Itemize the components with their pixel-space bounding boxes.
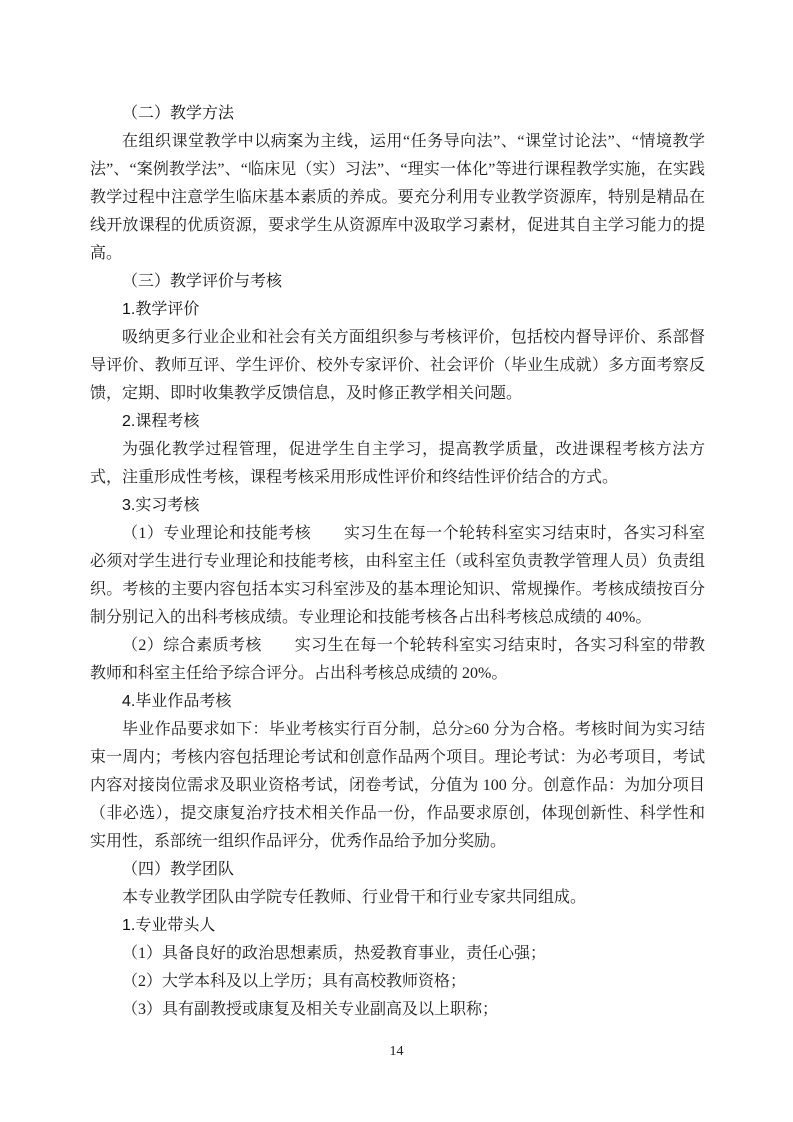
subsection-heading-intern-assess: 3.实习考核 [122, 497, 200, 514]
section-heading-teaching-methods: （二）教学方法 [122, 105, 235, 122]
body-paragraph: （1）专业理论和技能考核 实习生在每一个轮转科室实习结束时，各实习科室必须对学生进行专业理论和技能考核，由科室主任（或科室负责教学管理人员）负责组织。考核的主要内容包括本实习科室涉及的基本理论知识、常规操作。考核成绩按百分制分别记入的出科考核成绩。专业理论和技能考核各占出科考核总成绩的 40%。 [90, 525, 705, 626]
body-paragraph: 吸纳更多行业企业和社会有关方面组织参与考核评价，包括校内督导评价、系部督导评价、教师互评、学生评价、校外专家评价、社会评价（毕业生成就）多方面考察反馈，定期、即时收集教学反馈信息，及时修正教学相关问题。 [90, 329, 705, 402]
body-paragraph: 在组织课堂教学中以病案为主线，运用“任务导向法”、“课堂讨论法”、“情境教学法”、“案例教学法”、“临床见（实）习法”、“理实一体化”等进行课程教学实施，在实践教学过程中注意学生临床基本素质的养成。要充分利用专业教学资源库，特别是精品在线开放课程的优质资源，要求学生从资源库中汲取学习素材，促进其自主学习能力的提高。 [90, 133, 705, 262]
subsection-heading-grad-work: 4.毕业作品考核 [122, 693, 232, 710]
page-number: 14 [389, 1044, 404, 1059]
list-item: （3）具有副教授或康复及相关专业副高及以上职称； [122, 1001, 499, 1018]
body-paragraph: 为强化教学过程管理，促进学生自主学习，提高教学质量，改进课程考核方法方式，注重形成性考核，课程考核采用形成性评价和终结性评价结合的方式。 [90, 441, 705, 486]
subsection-heading-program-leader: 1.专业带头人 [122, 917, 216, 934]
body-paragraph: （2）综合素质考核 实习生在每一个轮转科室实习结束时，各实习科室的带教教师和科室主任给予综合评分。占出科考核总成绩的 20%。 [90, 637, 705, 682]
subsection-heading-course-assess: 2.课程考核 [122, 413, 200, 430]
subsection-heading-teaching-eval: 1.教学评价 [122, 301, 200, 318]
body-paragraph: 本专业教学团队由学院专任教师、行业骨干和行业专家共同组成。 [122, 889, 587, 906]
list-item: （2）大学本科及以上学历；具有高校教师资格； [122, 973, 467, 990]
body-paragraph: 毕业作品要求如下：毕业考核实行百分制，总分≥60 分为合格。考核时间为实习结束一周内；考核内容包括理论考试和创意作品两个项目。理论考试：为必考项目，考试内容对接岗位需求及职业资格考试，闭卷考试，分值为 100 分。创意作品：为加分项目（非必选），提交康复治疗技术相关作品一份，作品要求原创，体现创新性、科学性和实用性，系部统一组织作品评分，优秀作品给予加分奖励。 [90, 721, 705, 850]
list-item: （1）具备良好的政治思想素质，热爱教育事业，责任心强； [122, 945, 547, 962]
section-heading-evaluation: （三）教学评价与考核 [122, 273, 283, 290]
section-heading-teaching-team: （四）教学团队 [122, 861, 235, 878]
